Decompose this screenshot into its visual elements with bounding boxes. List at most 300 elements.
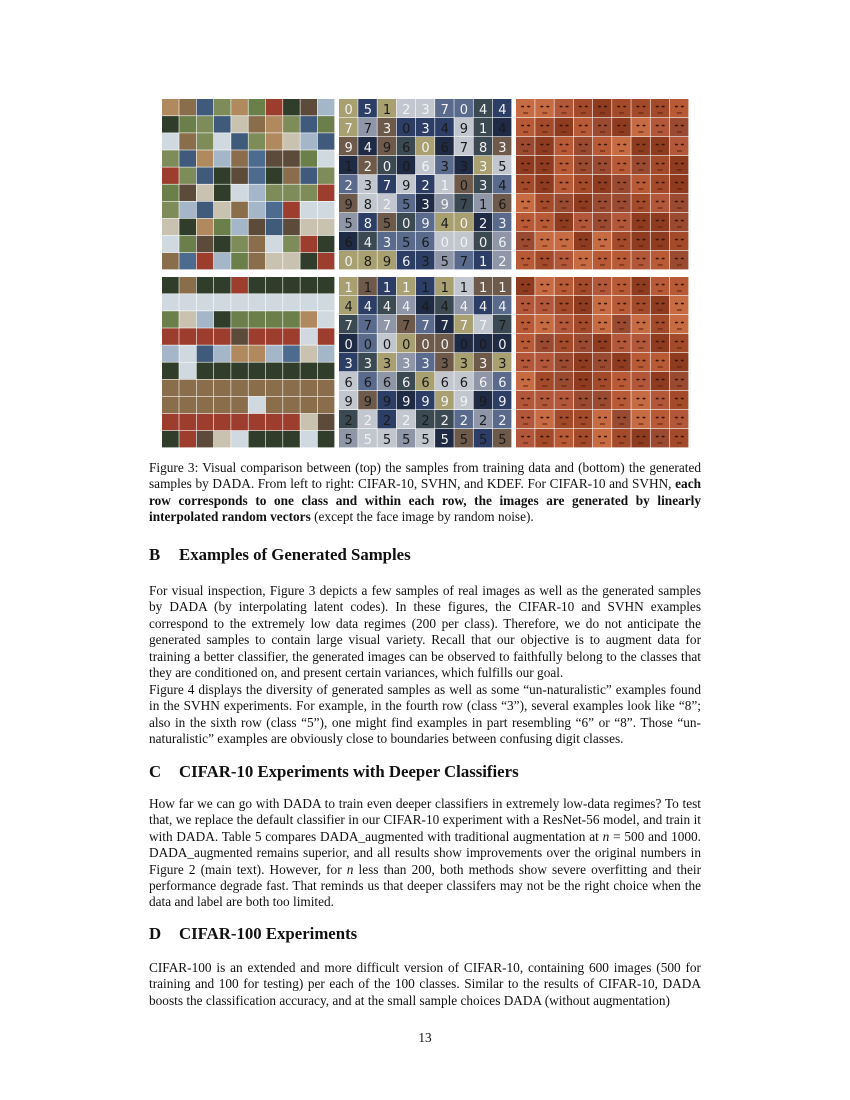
digit-glyph: 9 xyxy=(421,216,430,232)
sample-thumbnail xyxy=(283,363,300,380)
digit-glyph: 3 xyxy=(363,178,372,194)
sample-thumbnail xyxy=(631,353,650,371)
sample-thumbnail xyxy=(612,118,631,136)
digit-glyph: 0 xyxy=(402,121,411,137)
sample-thumbnail xyxy=(670,194,689,212)
digit-glyph: 0 xyxy=(459,337,469,353)
sample-thumbnail xyxy=(283,236,300,253)
sample-thumbnail xyxy=(593,315,612,333)
sample-thumbnail xyxy=(231,253,248,270)
digit-glyph: 3 xyxy=(498,216,507,232)
sample-thumbnail xyxy=(612,213,631,231)
sample-thumbnail xyxy=(179,380,196,397)
digit-glyph: 5 xyxy=(363,432,372,448)
sample-thumbnail xyxy=(318,328,335,345)
digit-glyph: 5 xyxy=(421,432,430,448)
digit-glyph: 5 xyxy=(440,254,449,270)
cifar10-generated-samples xyxy=(162,277,335,448)
sample-thumbnail xyxy=(231,345,248,362)
sample-thumbnail xyxy=(651,372,670,390)
sample-thumbnail xyxy=(266,185,283,202)
figure-3 xyxy=(162,99,689,449)
sample-thumbnail xyxy=(162,363,179,380)
sample-thumbnail xyxy=(318,431,335,448)
digit-glyph: 0 xyxy=(459,102,469,118)
sample-thumbnail xyxy=(214,167,231,184)
digit-glyph: 6 xyxy=(440,140,449,156)
sample-thumbnail xyxy=(535,99,554,117)
sample-thumbnail xyxy=(197,167,214,184)
sample-thumbnail xyxy=(535,372,554,390)
sample-thumbnail xyxy=(179,397,196,414)
sample-thumbnail xyxy=(631,213,650,231)
sample-thumbnail xyxy=(214,253,231,270)
sample-thumbnail xyxy=(651,118,670,136)
sample-thumbnail xyxy=(593,156,612,174)
sample-thumbnail xyxy=(231,99,248,116)
sample-thumbnail xyxy=(214,116,231,133)
digit-glyph: 2 xyxy=(344,178,353,194)
sample-thumbnail xyxy=(266,277,283,294)
sample-thumbnail xyxy=(231,294,248,311)
sample-thumbnail xyxy=(554,251,573,269)
sample-thumbnail xyxy=(612,391,631,409)
sample-thumbnail xyxy=(631,277,650,295)
sample-thumbnail xyxy=(651,315,670,333)
sample-thumbnail xyxy=(318,380,335,397)
sample-thumbnail xyxy=(631,410,650,428)
sample-thumbnail xyxy=(574,194,593,212)
sample-thumbnail xyxy=(283,253,300,270)
sample-thumbnail xyxy=(631,137,650,155)
sample-thumbnail xyxy=(318,99,335,116)
section-b-paragraph-1: For visual inspection, Figure 3 depicts a few samples of real images as well as the generated samples by DADA (by interpolating latent codes). In these figures, the CIFAR-10 and SVHN examples correspond to the extremely low data regimes (200 per class). Therefore, we do not anticipate the generated samples to contain large visual variety. Recall that our objective is to augment data for training a better classifier, the generated images can be observed to faithfully belong to the classes that they are conditioned on, and present certain variances, which fulfills our goal. xyxy=(149,583,701,681)
sample-thumbnail xyxy=(231,202,248,219)
sample-thumbnail xyxy=(670,372,689,390)
sample-thumbnail xyxy=(266,219,283,236)
sample-thumbnail xyxy=(535,353,554,371)
digit-glyph: 9 xyxy=(402,178,411,194)
sample-thumbnail xyxy=(670,353,689,371)
sample-thumbnail xyxy=(249,150,266,167)
digit-glyph: 0 xyxy=(421,337,430,353)
sample-thumbnail xyxy=(162,294,179,311)
digit-glyph: 5 xyxy=(344,216,353,232)
sample-thumbnail xyxy=(197,363,214,380)
sample-thumbnail xyxy=(535,118,554,136)
sample-thumbnail xyxy=(249,311,266,328)
sample-thumbnail xyxy=(670,137,689,155)
digit-glyph: 3 xyxy=(498,140,507,156)
sample-thumbnail xyxy=(651,410,670,428)
sample-thumbnail xyxy=(651,156,670,174)
sample-thumbnail xyxy=(197,345,214,362)
sample-thumbnail xyxy=(300,167,317,184)
digit-glyph: 1 xyxy=(440,280,449,296)
digit-glyph: 4 xyxy=(421,299,430,315)
sample-thumbnail xyxy=(593,391,612,409)
sample-thumbnail xyxy=(670,213,689,231)
digit-glyph: 2 xyxy=(382,413,392,429)
sample-thumbnail xyxy=(249,185,266,202)
image-grid xyxy=(339,99,512,270)
digit-glyph: 3 xyxy=(421,197,430,213)
sample-thumbnail xyxy=(535,391,554,409)
sample-thumbnail xyxy=(249,133,266,150)
sample-thumbnail xyxy=(266,328,283,345)
sample-thumbnail xyxy=(670,156,689,174)
sample-thumbnail xyxy=(179,277,196,294)
sample-thumbnail xyxy=(651,429,670,447)
digit-glyph: 7 xyxy=(479,318,488,334)
digit-glyph: 9 xyxy=(440,394,449,410)
sample-thumbnail xyxy=(574,156,593,174)
sample-thumbnail xyxy=(197,380,214,397)
sample-thumbnail xyxy=(249,167,266,184)
sample-thumbnail xyxy=(535,429,554,447)
sample-thumbnail xyxy=(300,219,317,236)
digit-glyph: 5 xyxy=(382,216,392,232)
sample-thumbnail xyxy=(179,345,196,362)
digit-glyph: 3 xyxy=(498,356,507,372)
digit-glyph: 7 xyxy=(344,318,353,334)
sample-thumbnail xyxy=(516,175,535,193)
sample-thumbnail xyxy=(214,380,231,397)
sample-thumbnail xyxy=(574,213,593,231)
sample-thumbnail xyxy=(593,353,612,371)
sample-thumbnail xyxy=(554,372,573,390)
sample-thumbnail xyxy=(179,431,196,448)
sample-thumbnail xyxy=(300,277,317,294)
sample-thumbnail xyxy=(554,391,573,409)
sample-thumbnail xyxy=(651,391,670,409)
sample-thumbnail xyxy=(283,397,300,414)
kdef-real-samples xyxy=(516,99,689,270)
sample-thumbnail xyxy=(162,328,179,345)
sample-thumbnail xyxy=(179,202,196,219)
sample-thumbnail xyxy=(197,202,214,219)
sample-thumbnail xyxy=(214,397,231,414)
digit-glyph: 6 xyxy=(402,254,411,270)
sample-thumbnail xyxy=(283,99,300,116)
sample-thumbnail xyxy=(300,363,317,380)
svhn-real-samples xyxy=(339,99,512,270)
sample-thumbnail xyxy=(535,334,554,352)
sample-thumbnail xyxy=(179,236,196,253)
sample-thumbnail xyxy=(214,345,231,362)
digit-glyph: 3 xyxy=(382,121,392,137)
digit-glyph: 5 xyxy=(363,102,372,118)
sample-thumbnail xyxy=(535,137,554,155)
sample-thumbnail xyxy=(318,133,335,150)
sample-thumbnail xyxy=(162,219,179,236)
sample-thumbnail xyxy=(249,294,266,311)
sample-thumbnail xyxy=(249,431,266,448)
digit-glyph: 7 xyxy=(440,318,449,334)
sample-thumbnail xyxy=(574,251,593,269)
sample-thumbnail xyxy=(300,345,317,362)
sample-thumbnail xyxy=(318,150,335,167)
digit-glyph: 0 xyxy=(382,337,392,353)
sample-thumbnail xyxy=(554,156,573,174)
sample-thumbnail xyxy=(574,232,593,250)
sample-thumbnail xyxy=(574,315,593,333)
digit-glyph: 2 xyxy=(363,159,372,175)
sample-thumbnail xyxy=(179,328,196,345)
sample-thumbnail xyxy=(283,185,300,202)
sample-thumbnail xyxy=(631,118,650,136)
sample-thumbnail xyxy=(179,414,196,431)
sample-thumbnail xyxy=(249,345,266,362)
sample-thumbnail xyxy=(249,253,266,270)
sample-thumbnail xyxy=(283,345,300,362)
digit-glyph: 3 xyxy=(421,121,430,137)
sample-thumbnail xyxy=(214,311,231,328)
digit-glyph: 1 xyxy=(479,197,488,213)
sample-thumbnail xyxy=(197,185,214,202)
sample-thumbnail xyxy=(283,202,300,219)
sample-thumbnail xyxy=(593,372,612,390)
digit-glyph: 7 xyxy=(459,197,469,213)
digit-glyph: 4 xyxy=(440,299,449,315)
sample-thumbnail xyxy=(670,118,689,136)
digit-glyph: 0 xyxy=(402,337,411,353)
digit-glyph: 0 xyxy=(344,337,353,353)
sample-thumbnail xyxy=(283,277,300,294)
svhn-generated-samples xyxy=(339,277,512,448)
digit-glyph: 1 xyxy=(479,280,488,296)
sample-thumbnail xyxy=(249,99,266,116)
digit-glyph: 3 xyxy=(382,356,392,372)
digit-glyph: 1 xyxy=(440,178,449,194)
sample-thumbnail xyxy=(249,328,266,345)
sample-thumbnail xyxy=(231,431,248,448)
digit-glyph: 2 xyxy=(498,413,507,429)
sample-thumbnail xyxy=(651,334,670,352)
sample-thumbnail xyxy=(535,410,554,428)
digit-glyph: 9 xyxy=(344,140,353,156)
digit-glyph: 6 xyxy=(402,375,411,391)
digit-glyph: 5 xyxy=(459,432,469,448)
sample-thumbnail xyxy=(266,116,283,133)
sample-thumbnail xyxy=(670,334,689,352)
digit-glyph: 0 xyxy=(459,178,469,194)
digit-glyph: 9 xyxy=(382,254,392,270)
digit-glyph: 5 xyxy=(440,432,449,448)
digit-glyph: 6 xyxy=(421,375,430,391)
sample-thumbnail xyxy=(197,294,214,311)
sample-thumbnail xyxy=(318,185,335,202)
digit-glyph: 2 xyxy=(344,413,353,429)
digit-glyph: 7 xyxy=(344,121,353,137)
digit-glyph: 2 xyxy=(479,413,488,429)
sample-thumbnail xyxy=(651,251,670,269)
sample-thumbnail xyxy=(535,296,554,314)
sample-thumbnail xyxy=(249,277,266,294)
digit-glyph: 2 xyxy=(402,413,411,429)
digit-glyph: 0 xyxy=(363,337,372,353)
sample-thumbnail xyxy=(214,202,231,219)
page-number: 13 xyxy=(418,1030,432,1045)
digit-glyph: 4 xyxy=(402,299,411,315)
sample-thumbnail xyxy=(516,99,535,117)
digit-glyph: 3 xyxy=(421,356,430,372)
sample-thumbnail xyxy=(516,277,535,295)
sample-thumbnail xyxy=(574,277,593,295)
digit-glyph: 1 xyxy=(344,159,353,175)
sample-thumbnail xyxy=(516,315,535,333)
digit-glyph: 1 xyxy=(382,280,392,296)
sample-thumbnail xyxy=(318,219,335,236)
section-number: B xyxy=(149,545,161,564)
digit-glyph: 4 xyxy=(363,299,372,315)
sample-thumbnail xyxy=(231,185,248,202)
sample-thumbnail xyxy=(266,133,283,150)
sample-thumbnail xyxy=(162,311,179,328)
sample-thumbnail xyxy=(612,175,631,193)
digit-glyph: 5 xyxy=(498,432,507,448)
digit-glyph: 4 xyxy=(363,235,372,251)
sample-thumbnail xyxy=(231,219,248,236)
sample-thumbnail xyxy=(612,410,631,428)
sample-thumbnail xyxy=(612,277,631,295)
digit-glyph: 3 xyxy=(382,235,392,251)
sample-thumbnail xyxy=(300,253,317,270)
digit-glyph: 1 xyxy=(344,280,353,296)
digit-glyph: 5 xyxy=(344,432,353,448)
digit-glyph: 2 xyxy=(363,413,372,429)
image-grid xyxy=(516,277,689,448)
sample-thumbnail xyxy=(214,133,231,150)
sample-thumbnail xyxy=(162,202,179,219)
section-b-heading xyxy=(149,545,411,565)
sample-thumbnail xyxy=(593,194,612,212)
sample-thumbnail xyxy=(318,116,335,133)
sample-thumbnail xyxy=(300,99,317,116)
sample-thumbnail xyxy=(554,99,573,117)
digit-glyph: 7 xyxy=(363,318,372,334)
sample-thumbnail xyxy=(300,294,317,311)
sample-thumbnail xyxy=(535,156,554,174)
sample-thumbnail xyxy=(231,236,248,253)
sample-thumbnail xyxy=(554,194,573,212)
cifar10-real-samples xyxy=(162,99,335,270)
sample-thumbnail xyxy=(197,311,214,328)
digit-glyph: 0 xyxy=(459,235,469,251)
sample-thumbnail xyxy=(670,99,689,117)
sample-thumbnail xyxy=(214,294,231,311)
digit-glyph: 8 xyxy=(363,197,372,213)
sample-thumbnail xyxy=(266,363,283,380)
sample-thumbnail xyxy=(197,116,214,133)
math-variable-n: n xyxy=(602,828,610,844)
sample-thumbnail xyxy=(554,118,573,136)
sample-thumbnail xyxy=(651,296,670,314)
sample-thumbnail xyxy=(214,431,231,448)
digit-glyph: 2 xyxy=(498,254,507,270)
sample-thumbnail xyxy=(631,429,650,447)
sample-thumbnail xyxy=(318,236,335,253)
digit-glyph: 4 xyxy=(479,102,488,118)
sample-thumbnail xyxy=(593,296,612,314)
digit-glyph: 9 xyxy=(479,394,488,410)
sample-thumbnail xyxy=(162,133,179,150)
sample-thumbnail xyxy=(300,414,317,431)
digit-glyph: 0 xyxy=(344,254,353,270)
sample-thumbnail xyxy=(318,294,335,311)
image-grid xyxy=(162,99,335,270)
sample-thumbnail xyxy=(574,137,593,155)
digit-glyph: 1 xyxy=(459,280,469,296)
section-c-paragraph-1 xyxy=(149,796,701,911)
sample-thumbnail xyxy=(574,118,593,136)
sample-thumbnail xyxy=(214,363,231,380)
sample-thumbnail xyxy=(162,236,179,253)
digit-glyph: 9 xyxy=(459,394,469,410)
sample-thumbnail xyxy=(231,277,248,294)
sample-thumbnail xyxy=(554,213,573,231)
digit-glyph: 7 xyxy=(459,254,469,270)
caption-text: Figure 3: Visual comparison between (top) the samples from training data and (bottom) the generated samples by DADA. From left to right: CIFAR-10, SVHN, and KDEF. For CIFAR-10 and SVHN, xyxy=(149,460,701,492)
digit-glyph: 9 xyxy=(402,394,411,410)
sample-thumbnail xyxy=(516,334,535,352)
sample-thumbnail xyxy=(612,296,631,314)
sample-thumbnail xyxy=(593,232,612,250)
sample-thumbnail xyxy=(162,397,179,414)
section-b-paragraph-2: Figure 4 displays the diversity of generated samples as well as some “un-naturalistic” examples found in the SVHN experiments. For example, in the fourth row (class “3”), several examples look like “8”; also in the sixth row (class “5”), one might find examples in part resembling “6” or “8”. Those “un-naturalistic” examples are obviously close to boundaries between confusing digit classes. xyxy=(149,682,701,747)
sample-thumbnail xyxy=(266,253,283,270)
sample-thumbnail xyxy=(283,133,300,150)
sample-thumbnail xyxy=(612,353,631,371)
digit-glyph: 0 xyxy=(421,140,430,156)
sample-thumbnail xyxy=(574,353,593,371)
sample-thumbnail xyxy=(214,219,231,236)
sample-thumbnail xyxy=(612,334,631,352)
sample-thumbnail xyxy=(300,185,317,202)
sample-thumbnail xyxy=(283,414,300,431)
digit-glyph: 6 xyxy=(459,375,469,391)
digit-glyph: 0 xyxy=(402,216,411,232)
sample-thumbnail xyxy=(318,311,335,328)
sample-thumbnail xyxy=(516,296,535,314)
sample-thumbnail xyxy=(554,410,573,428)
digit-glyph: 6 xyxy=(498,197,507,213)
sample-thumbnail xyxy=(535,277,554,295)
sample-thumbnail xyxy=(197,328,214,345)
sample-thumbnail xyxy=(162,99,179,116)
sample-thumbnail xyxy=(631,372,650,390)
sample-thumbnail xyxy=(554,315,573,333)
sample-thumbnail xyxy=(593,429,612,447)
sample-thumbnail xyxy=(670,429,689,447)
caption-bold-text: each row corresponds to one class and within each row, the images are generated by linearly interpolated random vectors xyxy=(149,476,701,525)
digit-glyph: 7 xyxy=(363,121,372,137)
sample-thumbnail xyxy=(516,410,535,428)
sample-thumbnail xyxy=(535,251,554,269)
digit-glyph: 6 xyxy=(440,375,449,391)
digit-glyph: 4 xyxy=(459,299,469,315)
digit-glyph: 7 xyxy=(498,318,507,334)
sample-thumbnail xyxy=(651,232,670,250)
sample-thumbnail xyxy=(554,334,573,352)
sample-thumbnail xyxy=(179,363,196,380)
section-number: D xyxy=(149,924,162,943)
digit-glyph: 2 xyxy=(479,216,488,232)
sample-thumbnail xyxy=(214,414,231,431)
sample-thumbnail xyxy=(535,213,554,231)
digit-glyph: 0 xyxy=(402,159,411,175)
image-grid xyxy=(339,277,512,448)
